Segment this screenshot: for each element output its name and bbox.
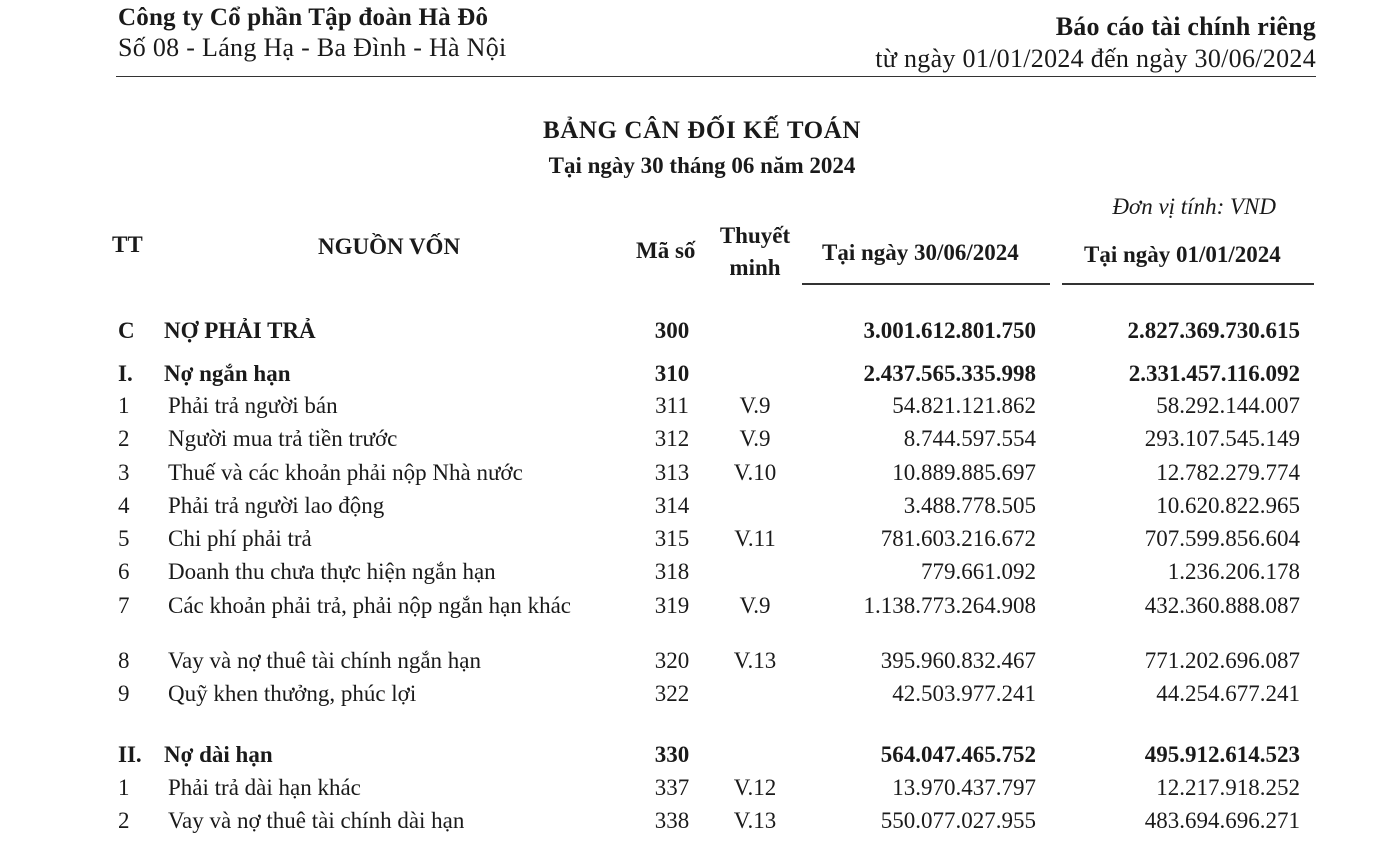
row-note: V.12: [733, 775, 777, 800]
row-code: 315: [654, 526, 690, 551]
row-tt: 9: [118, 681, 130, 706]
row-note: V.9: [739, 426, 771, 451]
row-item: Phải trả người lao động: [168, 493, 385, 518]
row-previous-value: 432.360.888.087: [1144, 593, 1300, 618]
row-item: Người mua trả tiền trước: [168, 426, 398, 451]
row-code: 337: [654, 775, 690, 800]
row-note: V.13: [733, 808, 777, 833]
table-row: [0, 493, 1380, 523]
column-header-code: Mã số: [636, 238, 696, 263]
row-previous-value: 771.202.696.087: [1144, 648, 1300, 673]
row-note: V.9: [739, 593, 771, 618]
row-previous-value: 707.599.856.604: [1144, 526, 1300, 551]
row-item: Doanh thu chưa thực hiện ngắn hạn: [168, 559, 496, 584]
row-code: 312: [654, 426, 690, 451]
row-previous-value: 1.236.206.178: [1167, 559, 1300, 584]
row-code: 300: [654, 318, 690, 343]
table-row: [0, 648, 1380, 678]
row-code: 322: [654, 681, 690, 706]
row-current-value: 564.047.465.752: [880, 742, 1036, 767]
row-tt: 6: [118, 559, 130, 584]
row-item: NỢ PHẢI TRẢ: [164, 318, 316, 343]
row-tt: 2: [118, 808, 130, 833]
row-note: V.11: [734, 526, 776, 551]
row-item: Vay và nợ thuê tài chính dài hạn: [168, 808, 465, 833]
header-divider: [116, 76, 1316, 77]
row-current-value: 10.889.885.697: [892, 460, 1036, 485]
row-previous-value: 12.217.918.252: [1156, 775, 1300, 800]
row-current-value: 8.744.597.554: [903, 426, 1036, 451]
table-row: [0, 775, 1380, 805]
row-note: V.10: [733, 460, 777, 485]
row-previous-value: 12.782.279.774: [1156, 460, 1300, 485]
row-item: Chi phí phải trả: [168, 526, 312, 551]
row-code: 310: [654, 361, 690, 386]
row-previous-value: 10.620.822.965: [1156, 493, 1300, 518]
row-item: Các khoản phải trả, phải nộp ngắn hạn khác: [168, 593, 572, 618]
row-code: 314: [654, 493, 690, 518]
row-tt: 7: [118, 593, 130, 618]
column-header-note-line2: minh: [729, 255, 781, 280]
column-header-note-line1: Thuyết: [719, 223, 791, 248]
row-code: 311: [655, 393, 689, 418]
row-current-value: 2.437.565.335.998: [863, 361, 1036, 386]
row-tt: 4: [118, 493, 130, 518]
table-row: [0, 460, 1380, 490]
row-tt: II.: [118, 742, 142, 767]
row-current-value: 3.488.778.505: [903, 493, 1036, 518]
column-header-tt: TT: [112, 232, 143, 257]
table-row: [0, 318, 1380, 348]
row-current-value: 13.970.437.797: [892, 775, 1036, 800]
row-current-value: 1.138.773.264.908: [863, 593, 1036, 618]
row-tt: I.: [118, 361, 133, 386]
row-tt: C: [118, 318, 135, 343]
row-tt: 1: [118, 775, 130, 800]
row-item: Thuế và các khoản phải nộp Nhà nước: [168, 460, 523, 485]
row-code: 313: [654, 460, 690, 485]
row-previous-value: 483.694.696.271: [1144, 808, 1300, 833]
row-code: 318: [654, 559, 690, 584]
row-note: V.13: [733, 648, 777, 673]
row-tt: 2: [118, 426, 130, 451]
row-item: Nợ dài hạn: [164, 742, 273, 767]
row-item: Quỹ khen thưởng, phúc lợi: [168, 681, 417, 706]
report-type: Báo cáo tài chính riêng: [1055, 12, 1316, 41]
column-header-note: [712, 220, 798, 284]
row-current-value: 3.001.612.801.750: [863, 318, 1036, 343]
row-current-value: 779.661.092: [921, 559, 1036, 584]
row-item: Nợ ngắn hạn: [164, 361, 291, 386]
row-item: Phải trả người bán: [168, 393, 338, 418]
table-row: [0, 426, 1380, 456]
column-rule-previous: [1062, 283, 1314, 285]
table-row: [0, 361, 1380, 391]
table-row: [0, 742, 1380, 772]
row-current-value: 781.603.216.672: [880, 526, 1036, 551]
row-previous-value: 293.107.545.149: [1144, 426, 1300, 451]
column-header-current: Tại ngày 30/06/2024: [822, 240, 1019, 265]
row-current-value: 54.821.121.862: [892, 393, 1036, 418]
document-subtitle: Tại ngày 30 tháng 06 năm 2024: [548, 153, 856, 178]
column-rule-current: [802, 283, 1050, 285]
row-tt: 1: [118, 393, 130, 418]
row-previous-value: 495.912.614.523: [1144, 742, 1300, 767]
column-header-previous: Tại ngày 01/01/2024: [1084, 242, 1281, 267]
table-row: [0, 526, 1380, 556]
row-tt: 5: [118, 526, 130, 551]
row-previous-value: 58.292.144.007: [1156, 393, 1300, 418]
row-current-value: 395.960.832.467: [880, 648, 1036, 673]
company-name: Công ty Cổ phần Tập đoàn Hà Đô: [118, 4, 489, 31]
row-tt: 3: [118, 460, 130, 485]
row-code: 320: [654, 648, 690, 673]
report-period: từ ngày 01/01/2024 đến ngày 30/06/2024: [875, 44, 1316, 73]
report-block: [875, 12, 1316, 74]
row-previous-value: 2.331.457.116.092: [1128, 361, 1300, 386]
row-code: 330: [654, 742, 690, 767]
row-item: Phải trả dài hạn khác: [168, 775, 361, 800]
table-row: [0, 559, 1380, 589]
table-row: [0, 393, 1380, 423]
row-tt: 8: [118, 648, 130, 673]
document-title: BẢNG CÂN ĐỐI KẾ TOÁN: [542, 117, 862, 144]
company-block: [118, 4, 507, 63]
row-note: V.9: [739, 393, 771, 418]
row-item: Vay và nợ thuê tài chính ngắn hạn: [168, 648, 481, 673]
table-row: [0, 681, 1380, 711]
column-header-item: NGUỒN VỐN: [318, 234, 461, 259]
row-code: 338: [654, 808, 690, 833]
table-row: [0, 593, 1380, 623]
currency-unit: Đơn vị tính: VND: [1112, 194, 1276, 219]
row-current-value: 550.077.027.955: [880, 808, 1036, 833]
row-code: 319: [654, 593, 690, 618]
row-previous-value: 2.827.369.730.615: [1127, 318, 1300, 343]
company-address: Số 08 - Láng Hạ - Ba Đình - Hà Nội: [118, 33, 507, 62]
table-row: [0, 808, 1380, 838]
row-current-value: 42.503.977.241: [892, 681, 1036, 706]
row-previous-value: 44.254.677.241: [1156, 681, 1300, 706]
